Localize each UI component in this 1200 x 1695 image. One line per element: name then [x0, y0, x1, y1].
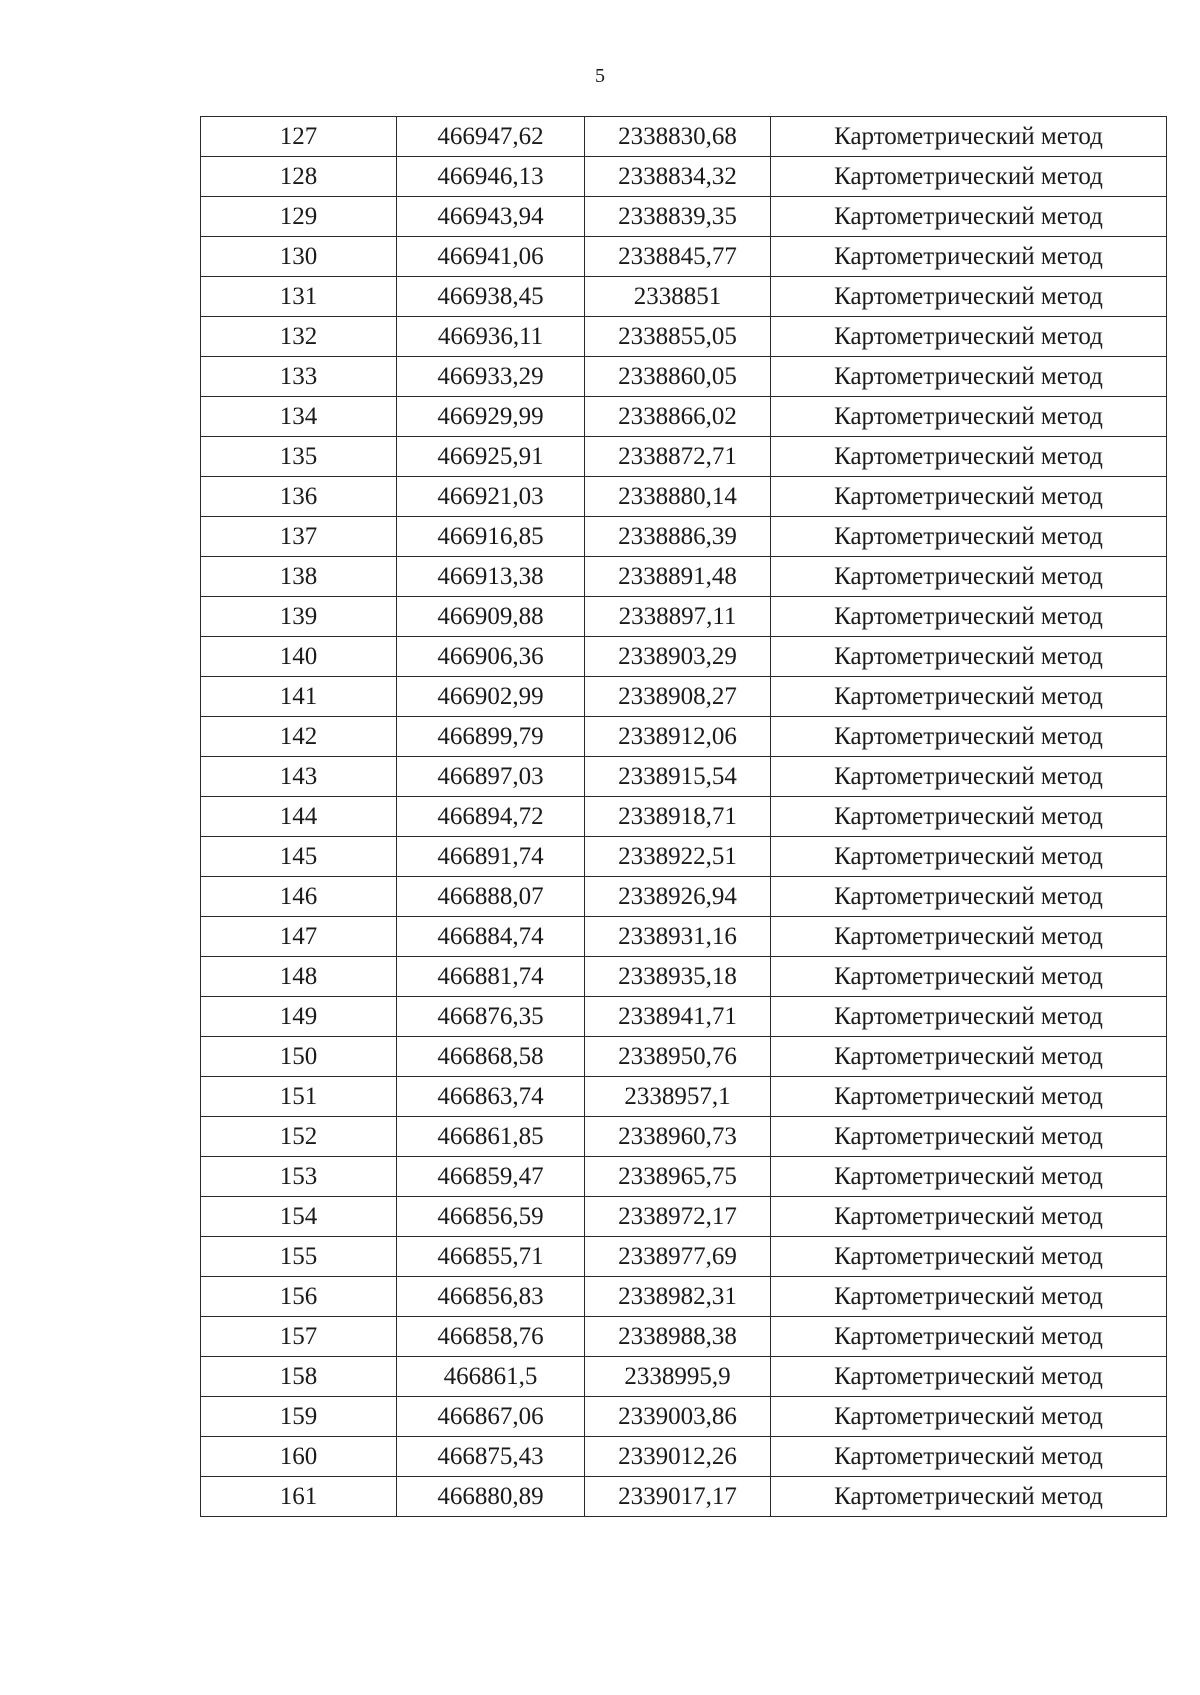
table-row: [201, 677, 1167, 717]
method-cell: Картометрический метод: [771, 1117, 1167, 1157]
y-coordinate-cell: 2338866,02: [585, 397, 771, 437]
point-number-cell: 138: [201, 557, 397, 597]
point-number-cell: 139: [201, 597, 397, 637]
point-number-cell: 157: [201, 1317, 397, 1357]
x-coordinate-cell: 466863,74: [397, 1077, 585, 1117]
point-number-cell: 127: [201, 117, 397, 157]
method-cell: Картометрический метод: [771, 1277, 1167, 1317]
x-coordinate-cell: 466858,76: [397, 1317, 585, 1357]
x-coordinate-cell: 466888,07: [397, 877, 585, 917]
y-coordinate-cell: 2338860,05: [585, 357, 771, 397]
x-coordinate-cell: 466906,36: [397, 637, 585, 677]
method-cell: Картометрический метод: [771, 1237, 1167, 1277]
method-cell: Картометрический метод: [771, 317, 1167, 357]
table-row: [201, 917, 1167, 957]
table-row: [201, 357, 1167, 397]
x-coordinate-cell: 466861,85: [397, 1117, 585, 1157]
point-number-cell: 133: [201, 357, 397, 397]
method-cell: Картометрический метод: [771, 357, 1167, 397]
table-row: [201, 277, 1167, 317]
x-coordinate-cell: 466902,99: [397, 677, 585, 717]
y-coordinate-cell: 2338851: [585, 277, 771, 317]
method-cell: Картометрический метод: [771, 717, 1167, 757]
point-number-cell: 152: [201, 1117, 397, 1157]
table-row: [201, 597, 1167, 637]
method-cell: Картометрический метод: [771, 517, 1167, 557]
point-number-cell: 129: [201, 197, 397, 237]
method-cell: Картометрический метод: [771, 597, 1167, 637]
table-row: [201, 1477, 1167, 1517]
point-number-cell: 151: [201, 1077, 397, 1117]
method-cell: Картометрический метод: [771, 277, 1167, 317]
x-coordinate-cell: 466943,94: [397, 197, 585, 237]
table-row: [201, 797, 1167, 837]
y-coordinate-cell: 2339012,26: [585, 1437, 771, 1477]
method-cell: Картометрический метод: [771, 397, 1167, 437]
table-row: [201, 317, 1167, 357]
method-cell: Картометрический метод: [771, 477, 1167, 517]
table-row: [201, 397, 1167, 437]
point-number-cell: 156: [201, 1277, 397, 1317]
method-cell: Картометрический метод: [771, 877, 1167, 917]
point-number-cell: 161: [201, 1477, 397, 1517]
table-row: [201, 237, 1167, 277]
method-cell: Картометрический метод: [771, 837, 1167, 877]
y-coordinate-cell: 2338931,16: [585, 917, 771, 957]
table-row: [201, 437, 1167, 477]
x-coordinate-cell: 466861,5: [397, 1357, 585, 1397]
x-coordinate-cell: 466891,74: [397, 837, 585, 877]
y-coordinate-cell: 2338886,39: [585, 517, 771, 557]
point-number-cell: 136: [201, 477, 397, 517]
method-cell: Картометрический метод: [771, 797, 1167, 837]
method-cell: Картометрический метод: [771, 437, 1167, 477]
x-coordinate-cell: 466884,74: [397, 917, 585, 957]
table-row: [201, 1397, 1167, 1437]
point-number-cell: 160: [201, 1437, 397, 1477]
method-cell: Картометрический метод: [771, 237, 1167, 277]
method-cell: Картометрический метод: [771, 957, 1167, 997]
method-cell: Картометрический метод: [771, 1317, 1167, 1357]
point-number-cell: 140: [201, 637, 397, 677]
table-row: [201, 1237, 1167, 1277]
method-cell: Картометрический метод: [771, 1077, 1167, 1117]
table-row: [201, 117, 1167, 157]
table-row: [201, 1437, 1167, 1477]
y-coordinate-cell: 2338830,68: [585, 117, 771, 157]
y-coordinate-cell: 2338972,17: [585, 1197, 771, 1237]
x-coordinate-cell: 466947,62: [397, 117, 585, 157]
point-number-cell: 145: [201, 837, 397, 877]
y-coordinate-cell: 2338855,05: [585, 317, 771, 357]
y-coordinate-cell: 2338834,32: [585, 157, 771, 197]
table-row: [201, 477, 1167, 517]
table-row: [201, 1117, 1167, 1157]
coordinates-table: [200, 116, 1167, 1517]
point-number-cell: 142: [201, 717, 397, 757]
method-cell: Картометрический метод: [771, 157, 1167, 197]
x-coordinate-cell: 466855,71: [397, 1237, 585, 1277]
table-row: [201, 717, 1167, 757]
y-coordinate-cell: 2338908,27: [585, 677, 771, 717]
y-coordinate-cell: 2338960,73: [585, 1117, 771, 1157]
x-coordinate-cell: 466946,13: [397, 157, 585, 197]
method-cell: Картометрический метод: [771, 997, 1167, 1037]
y-coordinate-cell: 2338845,77: [585, 237, 771, 277]
point-number-cell: 144: [201, 797, 397, 837]
y-coordinate-cell: 2338922,51: [585, 837, 771, 877]
x-coordinate-cell: 466913,38: [397, 557, 585, 597]
point-number-cell: 150: [201, 1037, 397, 1077]
y-coordinate-cell: 2338995,9: [585, 1357, 771, 1397]
method-cell: Картометрический метод: [771, 197, 1167, 237]
x-coordinate-cell: 466921,03: [397, 477, 585, 517]
x-coordinate-cell: 466867,06: [397, 1397, 585, 1437]
x-coordinate-cell: 466876,35: [397, 997, 585, 1037]
point-number-cell: 159: [201, 1397, 397, 1437]
method-cell: Картометрический метод: [771, 1197, 1167, 1237]
x-coordinate-cell: 466909,88: [397, 597, 585, 637]
x-coordinate-cell: 466936,11: [397, 317, 585, 357]
y-coordinate-cell: 2338926,94: [585, 877, 771, 917]
y-coordinate-cell: 2338891,48: [585, 557, 771, 597]
table-row: [201, 197, 1167, 237]
table-row: [201, 1277, 1167, 1317]
point-number-cell: 143: [201, 757, 397, 797]
y-coordinate-cell: 2338965,75: [585, 1157, 771, 1197]
table-row: [201, 157, 1167, 197]
x-coordinate-cell: 466881,74: [397, 957, 585, 997]
point-number-cell: 147: [201, 917, 397, 957]
table-row: [201, 517, 1167, 557]
table-row: [201, 837, 1167, 877]
y-coordinate-cell: 2338935,18: [585, 957, 771, 997]
table-row: [201, 1197, 1167, 1237]
table-row: [201, 1077, 1167, 1117]
y-coordinate-cell: 2338957,1: [585, 1077, 771, 1117]
y-coordinate-cell: 2338941,71: [585, 997, 771, 1037]
method-cell: Картометрический метод: [771, 637, 1167, 677]
table-row: [201, 1157, 1167, 1197]
point-number-cell: 134: [201, 397, 397, 437]
point-number-cell: 128: [201, 157, 397, 197]
x-coordinate-cell: 466894,72: [397, 797, 585, 837]
x-coordinate-cell: 466875,43: [397, 1437, 585, 1477]
point-number-cell: 135: [201, 437, 397, 477]
table-row: [201, 757, 1167, 797]
point-number-cell: 148: [201, 957, 397, 997]
x-coordinate-cell: 466897,03: [397, 757, 585, 797]
method-cell: Картометрический метод: [771, 1397, 1167, 1437]
y-coordinate-cell: 2338880,14: [585, 477, 771, 517]
y-coordinate-cell: 2338982,31: [585, 1277, 771, 1317]
method-cell: Картометрический метод: [771, 1357, 1167, 1397]
x-coordinate-cell: 466916,85: [397, 517, 585, 557]
table-row: [201, 957, 1167, 997]
table-row: [201, 1317, 1167, 1357]
x-coordinate-cell: 466929,99: [397, 397, 585, 437]
point-number-cell: 146: [201, 877, 397, 917]
y-coordinate-cell: 2338912,06: [585, 717, 771, 757]
method-cell: Картометрический метод: [771, 117, 1167, 157]
x-coordinate-cell: 466933,29: [397, 357, 585, 397]
point-number-cell: 158: [201, 1357, 397, 1397]
y-coordinate-cell: 2338872,71: [585, 437, 771, 477]
y-coordinate-cell: 2338950,76: [585, 1037, 771, 1077]
point-number-cell: 141: [201, 677, 397, 717]
page-number: 5: [595, 65, 605, 87]
y-coordinate-cell: 2338977,69: [585, 1237, 771, 1277]
x-coordinate-cell: 466880,89: [397, 1477, 585, 1517]
table-row: [201, 637, 1167, 677]
y-coordinate-cell: 2338897,11: [585, 597, 771, 637]
point-number-cell: 153: [201, 1157, 397, 1197]
point-number-cell: 155: [201, 1237, 397, 1277]
table-row: [201, 997, 1167, 1037]
coordinates-table-body: [201, 117, 1167, 1517]
x-coordinate-cell: 466856,83: [397, 1277, 585, 1317]
x-coordinate-cell: 466941,06: [397, 237, 585, 277]
table-row: [201, 1357, 1167, 1397]
x-coordinate-cell: 466868,58: [397, 1037, 585, 1077]
method-cell: Картометрический метод: [771, 557, 1167, 597]
y-coordinate-cell: 2338988,38: [585, 1317, 771, 1357]
point-number-cell: 132: [201, 317, 397, 357]
point-number-cell: 130: [201, 237, 397, 277]
method-cell: Картометрический метод: [771, 1477, 1167, 1517]
x-coordinate-cell: 466856,59: [397, 1197, 585, 1237]
point-number-cell: 149: [201, 997, 397, 1037]
method-cell: Картометрический метод: [771, 917, 1167, 957]
table-row: [201, 557, 1167, 597]
y-coordinate-cell: 2338839,35: [585, 197, 771, 237]
y-coordinate-cell: 2339017,17: [585, 1477, 771, 1517]
method-cell: Картометрический метод: [771, 1157, 1167, 1197]
point-number-cell: 137: [201, 517, 397, 557]
point-number-cell: 154: [201, 1197, 397, 1237]
x-coordinate-cell: 466899,79: [397, 717, 585, 757]
method-cell: Картометрический метод: [771, 1437, 1167, 1477]
table-row: [201, 1037, 1167, 1077]
method-cell: Картометрический метод: [771, 1037, 1167, 1077]
table-row: [201, 877, 1167, 917]
y-coordinate-cell: 2338915,54: [585, 757, 771, 797]
point-number-cell: 131: [201, 277, 397, 317]
x-coordinate-cell: 466938,45: [397, 277, 585, 317]
y-coordinate-cell: 2339003,86: [585, 1397, 771, 1437]
method-cell: Картометрический метод: [771, 677, 1167, 717]
y-coordinate-cell: 2338918,71: [585, 797, 771, 837]
x-coordinate-cell: 466925,91: [397, 437, 585, 477]
y-coordinate-cell: 2338903,29: [585, 637, 771, 677]
method-cell: Картометрический метод: [771, 757, 1167, 797]
x-coordinate-cell: 466859,47: [397, 1157, 585, 1197]
